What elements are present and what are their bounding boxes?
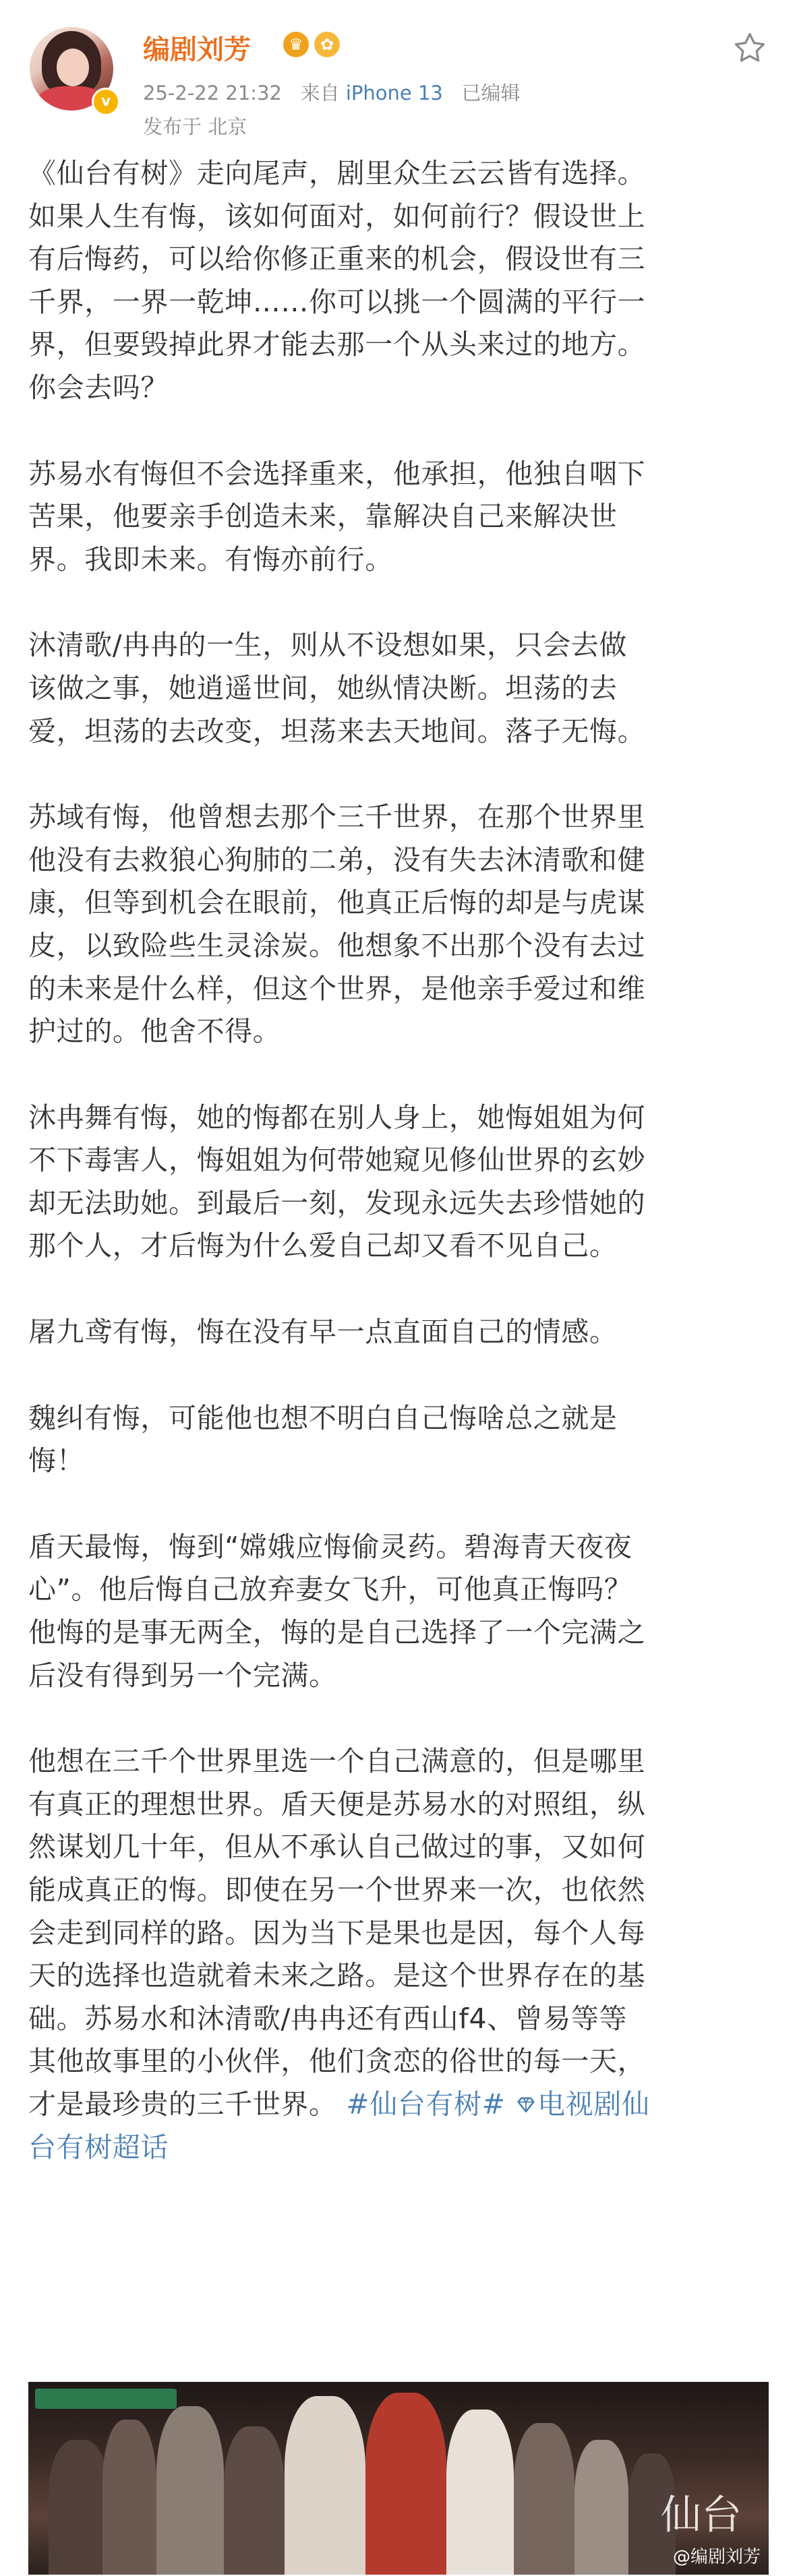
post-image[interactable] [28,2382,769,2575]
edited-label[interactable]: 已编辑 [461,82,521,104]
post-paragraph [28,796,770,1053]
post-line: 础。苏易水和沐清歌/冉冉还有西山f4、曾易等等 [28,2002,628,2035]
post-line: 然谋划几十年，但从不承认自己做过的事，又如何 [28,1831,646,1864]
post-line: 能成真正的悔。即使在另一个世界来一次，也依然 [28,1874,646,1906]
drama-title-logo: 仙台 [661,2492,742,2539]
timestamp: 25-2-22 21:32 [143,82,282,104]
post-line: 会走到同样的路。因为当下是果也是因，每个人每 [28,1916,646,1949]
post-line: 却无法助她。到最后一刻，发现永远失去珍惜她的 [28,1186,646,1219]
post-line: 苏域有悔，他曾想去那个三千世界，在那个世界里 [28,801,646,834]
post-line: 《仙台有树》走向尾声，剧里众生云云皆有选择。 [28,157,646,189]
post-line: 后没有得到另一个完满。 [28,1659,337,1692]
post-paragraph [28,152,770,410]
location: 发布于 北京 [143,115,247,138]
post-line: 的未来是什么样，但这个世界，是他亲手爱过和维 [28,972,646,1005]
diamond-supertopic-icon[interactable] [514,2093,537,2116]
post-line: 你会去吗？ [28,371,169,404]
post-line: 康，但等到机会在眼前，他真正后悔的却是与虎谋 [28,886,646,919]
post-line: 悔！ [28,1444,85,1477]
post-line: 苦果，他要亲手创造未来，靠解决自己来解决世 [28,500,618,533]
image-watermark: @编剧刘芳 [672,2547,761,2567]
post-line: 爱，坦荡的去改变，坦荡来去天地间。落子无悔。 [28,714,646,747]
post-paragraph [28,624,770,753]
post-line: 屠九鸢有悔，悔在没有早一点直面自己的情感。 [28,1316,618,1349]
post-line-last [28,2083,770,2126]
post-line: 界。我即未来。有悔亦前行。 [28,543,393,576]
post-line: 如果人生有悔，该如何面对，如何前行？假设世上 [28,200,646,233]
source-prefix: 来自 [300,82,340,104]
post-line: 他悔的是事无两全，悔的是自己选择了一个完满之 [28,1616,646,1649]
post-line: 界，但要毁掉此界才能去那一个从头来过的地方。 [28,328,646,361]
post-body [28,152,770,2169]
post-line: 有后悔药，可以给你修正重来的机会，假设世有三 [28,243,646,276]
hashtag-link[interactable]: #仙台有树# [346,2087,506,2120]
author-name[interactable]: 编剧刘芳 [143,34,251,65]
favorite-star-icon[interactable] [731,30,769,67]
fish-badge-icon[interactable]: ✿ [314,32,340,57]
crown-badge-icon[interactable]: ♛ [283,32,309,57]
post-line: 那个人，才后悔为什么爱自己却又看不见自己。 [28,1229,618,1262]
post-header [0,0,797,155]
name-badges [283,28,340,61]
device-link[interactable]: iPhone 13 [345,82,443,104]
post-paragraph [28,1526,770,1697]
post-line: 天的选择也造就着未来之路。是这个世界存在的基 [28,1959,646,1992]
post-paragraph [28,1097,770,1268]
post-line: 沐清歌/冉冉的一生，则从不设想如果，只会去做 [28,629,628,662]
post-line: 心”。他后悔自己放弃妻女飞升，可他真正悔吗？ [28,1573,632,1606]
post-line: 魏纠有悔，可能他也想不明白自己悔啥总之就是 [28,1401,618,1434]
post-line: 他想在三千个世界里选一个自己满意的，但是哪里 [28,1745,646,1778]
post-paragraph [28,1740,770,2169]
post-paragraph [28,1397,770,1483]
supertopic-link-continued[interactable]: 台有树超话 [28,2130,169,2164]
post-paragraph [28,453,770,582]
post-line: 该做之事，她逍遥世间，她纵情决断。坦荡的去 [28,671,618,704]
post-line: 其他故事里的小伙伴，他们贪恋的俗世的每一天， [28,2045,646,2078]
post-line: 有真正的理想世界。盾天便是苏易水的对照组，纵 [28,1787,646,1820]
supertopic-link[interactable]: 电视剧仙 [537,2087,650,2120]
post-line: 苏易水有悔但不会选择重来，他承担，他独自咽下 [28,457,646,490]
post-paragraph [28,1311,770,1354]
post-line: 千界，一界一乾坤……你可以挑一个圆满的平行一 [28,285,646,318]
post-line: 他没有去救狼心狗肺的二弟，没有失去沐清歌和健 [28,843,646,876]
platform-badge [35,2389,177,2409]
post-line: 不下毒害人，悔姐姐为何带她窥见修仙世界的玄妙 [28,1144,646,1177]
post-line: 盾天最悔，悔到“嫦娥应悔偷灵药。碧海青天夜夜 [28,1530,632,1563]
post-line: 皮，以致险些生灵涂炭。他想象不出那个没有去过 [28,929,646,962]
post-meta [143,78,521,106]
post-line: 沐冉舞有悔，她的悔都在别人身上，她悔姐姐为何 [28,1101,646,1134]
verified-badge-icon: v [92,88,120,116]
post-line: 护过的。他舍不得。 [28,1015,281,1048]
post-text: 才是最珍贵的三千世界。 [28,2087,337,2120]
